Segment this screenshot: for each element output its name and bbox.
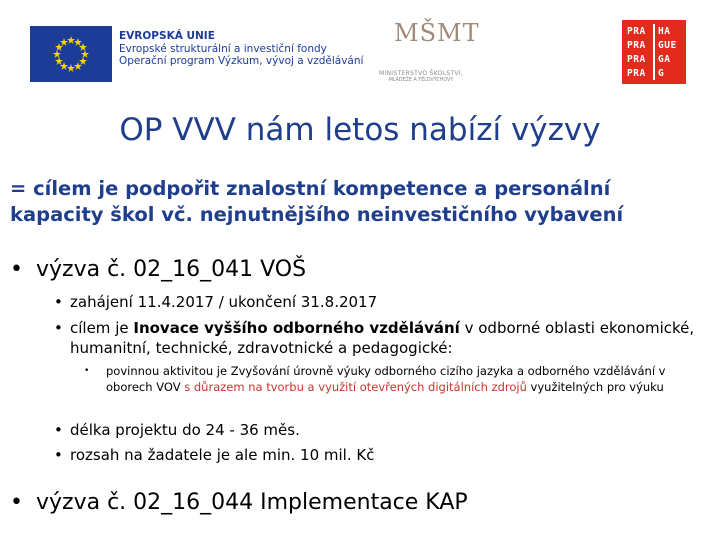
praha-row-2: PRA: [627, 40, 646, 51]
praha-row-2-right: GUE: [658, 40, 677, 51]
call1-sub-post: využitelných pro výuku: [526, 380, 664, 394]
call1-title: výzva č. 02_16_041 VOŠ: [36, 257, 307, 282]
call1-goal-pre: cílem je: [70, 319, 134, 337]
msmt-logo: [366, 19, 480, 94]
call1-goal-bold: Inovace vyššího odborného vzdělávání: [133, 319, 460, 337]
intro-text: = cílem je podpořit znalostní kompetence a personální kapacity škol vč. nejnutnějšího neinvestičního vybavení: [10, 177, 624, 226]
bullet: •: [54, 446, 63, 464]
eu-flag-logo: [30, 26, 112, 82]
call2-item: [10, 490, 468, 515]
msmt-name: MINISTERSTVO ŠKOLSTVÍ,: [378, 70, 464, 77]
msmt-mark: MŠMT: [394, 19, 480, 47]
praha-row-4-right: G: [658, 68, 665, 79]
praha-row-1-right: HA: [658, 26, 671, 37]
praha-row-3: PRA: [627, 54, 646, 65]
call1-item1-text: zahájení 11.4.2017 / ukončení 31.8.2017: [70, 293, 378, 311]
call1-duration: [54, 420, 710, 440]
bullet: •: [10, 257, 23, 282]
call1-goal: [54, 318, 715, 358]
praha-separator: [653, 24, 655, 80]
eu-line2: Evropské strukturální a investiční fondy: [119, 42, 327, 55]
bullet: •: [54, 293, 63, 311]
bullet: •: [54, 421, 63, 439]
call1-sub-pre: povinnou aktivitou je Zvyšování úrovně výuky odborného cizího jazyka a odborného vzdělávání v oborech VOV: [106, 364, 666, 394]
call1-goal-post: v odborné oblasti ekonomické, humanitní, technické, zdravotnické a pedagogické:: [70, 319, 695, 357]
slide-title: OP VVV nám letos nabízí výzvy: [119, 112, 601, 148]
call1-item: [10, 257, 306, 282]
eu-line1: EVROPSKÁ UNIE: [119, 30, 215, 42]
praha-row-4: PRA: [627, 68, 646, 79]
call1-scope: [54, 445, 710, 465]
call1-start-end: [54, 292, 710, 312]
eu-line3: Operační program Výzkum, vývoj a vzdělávání: [119, 55, 364, 67]
call1-sub-red: s důrazem na tvorbu a využití otevřených digitálních zdrojů: [184, 380, 527, 394]
bullet: •: [10, 490, 23, 515]
bullet: •: [84, 366, 90, 376]
praha-row-3-right: GA: [658, 54, 671, 65]
call1-item4-text: rozsah na žadatele je ale min. 10 mil. Kč: [70, 446, 375, 464]
praha-logo: [622, 20, 686, 84]
logo-bar: [0, 0, 720, 100]
call2-title: výzva č. 02_16_044 Implementace KAP: [36, 490, 468, 515]
eu-logo-text: [119, 30, 363, 68]
bullet: •: [54, 319, 63, 337]
call1-subitem: [84, 363, 696, 395]
call1-item3-text: délka projektu do 24 - 36 měs.: [70, 421, 300, 439]
msmt-subname: MLÁDEŽE A TĚLOVÝCHOVY: [388, 78, 454, 83]
praha-row-1: PRA: [627, 26, 646, 37]
